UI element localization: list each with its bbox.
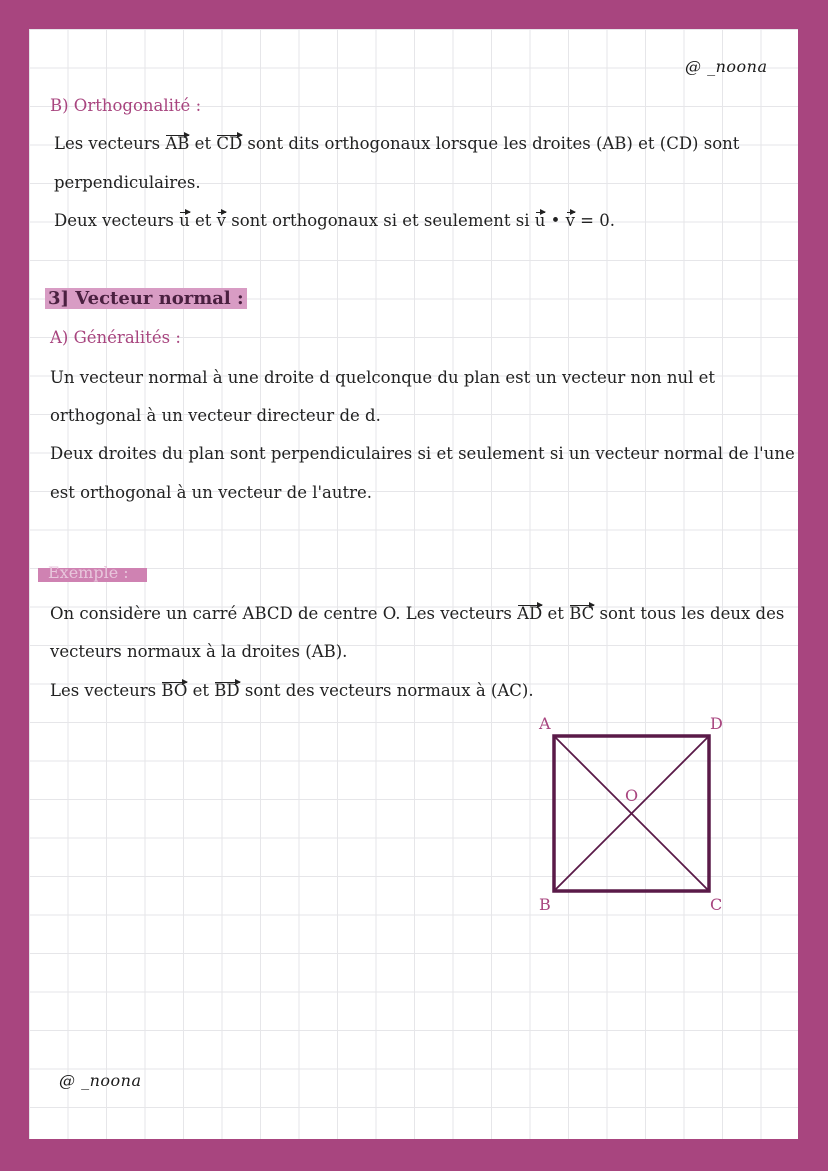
vector-bc: BC [569, 604, 595, 623]
property-line-1: Deux droites du plan sont perpendiculaires si et seulement si un vecteur normal de l'une [50, 444, 795, 463]
exemple-label: Exemple : [38, 568, 147, 582]
author-handle-bottom: @ _noona [59, 1071, 142, 1090]
definition-line-1: Un vecteur normal à une droite d quelconque du plan est un vecteur non nul et [50, 368, 716, 387]
generalites-heading: A) Généralités : [50, 328, 181, 347]
vector-u-2: u [534, 211, 546, 230]
square-figure [29, 29, 798, 1139]
vertex-label-a: A [539, 714, 551, 733]
property-line-2: est orthogonal à un vecteur de l'autre. [50, 483, 373, 502]
notebook-page [29, 29, 798, 1139]
exemple-line-1: On considère un carré ABCD de centre O. Les vecteurs AD et BC sont tous les deux des [50, 604, 785, 623]
vector-u: u [179, 211, 190, 230]
vertex-label-b: B [539, 895, 551, 914]
orthogonalite-line-2: perpendiculaires. [54, 173, 201, 192]
exemple-line-2: vecteurs normaux à la droites (AB). [50, 642, 348, 661]
section-title: 3] Vecteur normal : [45, 288, 247, 309]
exemple-line-3: Les vecteurs BO et BD sont des vecteurs normaux à (AC). [50, 681, 534, 700]
orthogonalite-heading: B) Orthogonalité : [50, 96, 202, 115]
vector-cd: CD [216, 134, 243, 153]
vector-ab: AB [165, 134, 190, 153]
vector-v-2: v [565, 211, 575, 230]
vertex-label-c: C [710, 895, 723, 914]
definition-line-2: orthogonal à un vecteur directeur de d. [50, 406, 381, 425]
vector-ad: AD [517, 604, 543, 623]
vector-bo: BO [161, 681, 188, 700]
vector-bd: BD [214, 681, 240, 700]
center-label-o: O [625, 786, 639, 805]
vector-v: v [216, 211, 226, 230]
orthogonalite-line-1: Les vecteurs AB et CD sont dits orthogonaux lorsque les droites (AB) et (CD) sont [54, 134, 740, 153]
vertex-label-d: D [710, 714, 723, 733]
orthogonalite-line-3: Deux vecteurs u et v sont orthogonaux si et seulement si u • v = 0. [54, 211, 615, 230]
author-handle-top: @ _noona [685, 57, 768, 76]
